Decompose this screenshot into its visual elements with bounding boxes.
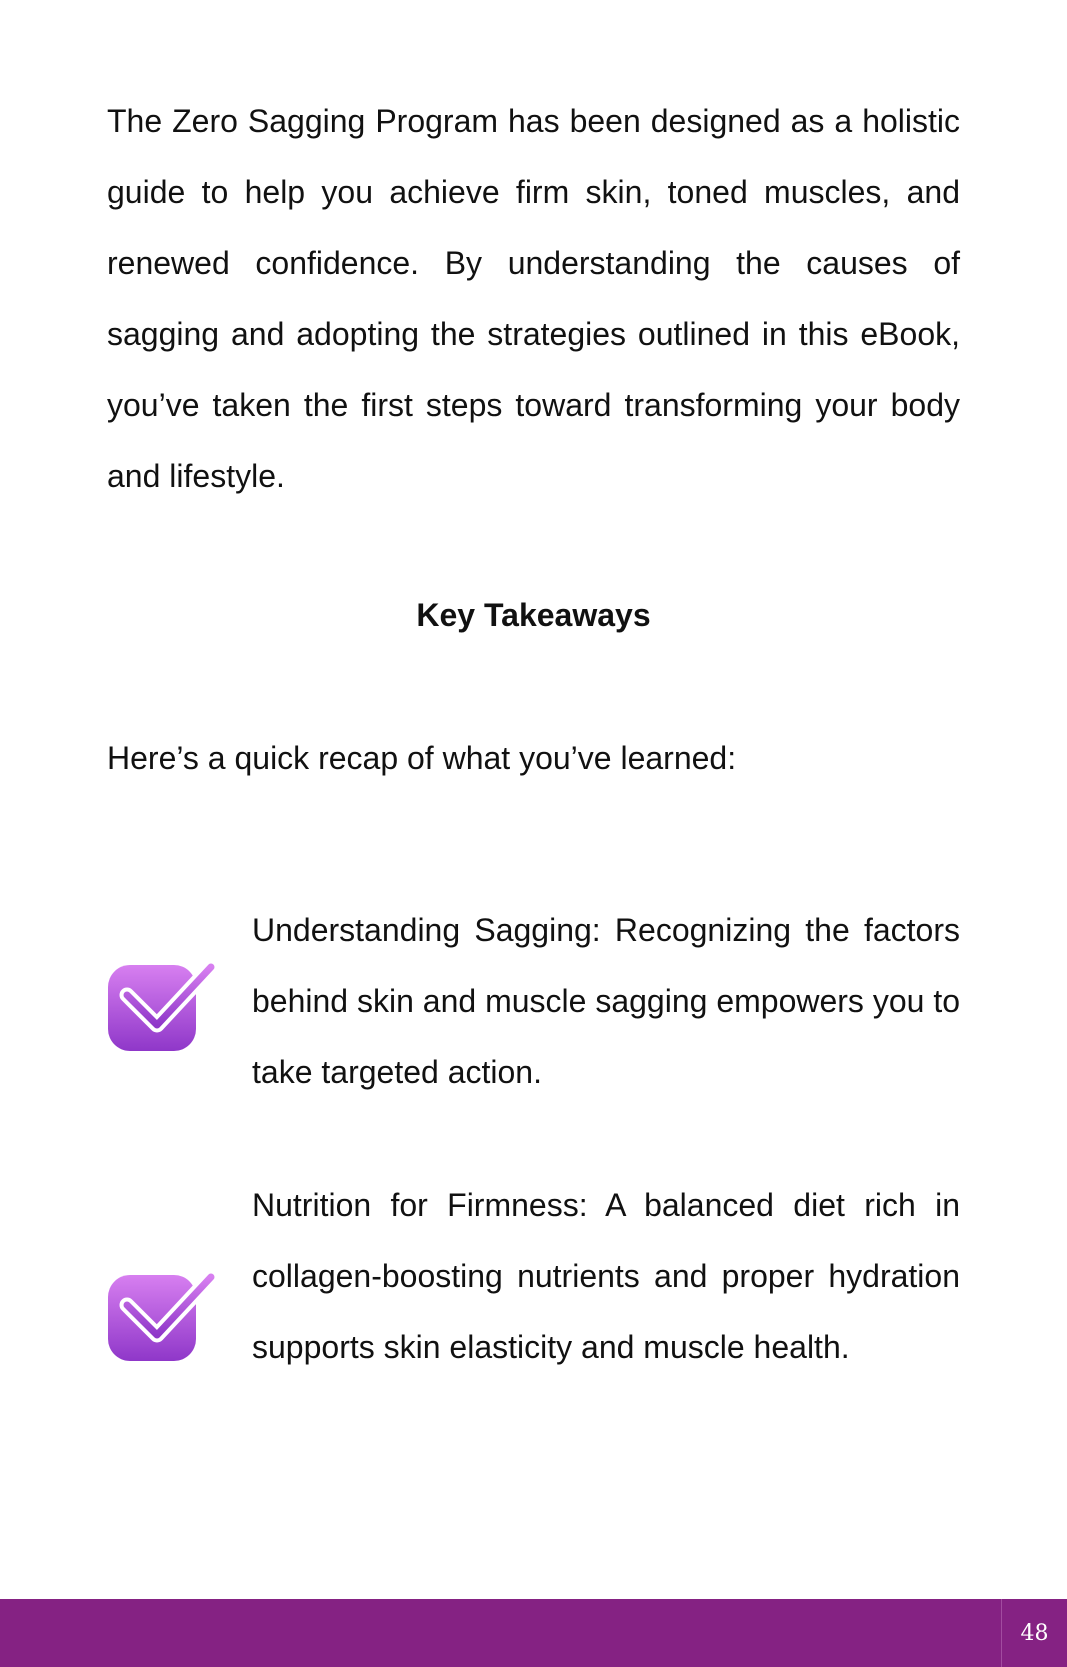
intro-paragraph: The Zero Sagging Program has been designed as a holistic guide to help you achieve firm skin, toned muscles, and renewed confidence. By understanding the causes of sagging and adopting the strategies outlined in this eBook, you’ve taken the first steps toward transforming your body and lifestyle.	[107, 103, 960, 494]
section-heading: Key Takeaways	[416, 597, 651, 633]
recap-intro: Here’s a quick recap of what you’ve learned:	[107, 740, 737, 776]
checkbox-check-icon	[107, 1269, 219, 1361]
page-number-box	[1001, 1599, 1067, 1667]
takeaway-text: Nutrition for Firmness: A balanced diet rich in collagen-boosting nutrients and proper hydration supports skin elasticity and muscle health.	[252, 1187, 960, 1365]
page-number: 48	[1020, 1620, 1049, 1646]
takeaway-text: Understanding Sagging: Recognizing the factors behind skin and muscle sagging empowers you to take targeted action.	[252, 912, 960, 1090]
checkbox-check-icon	[107, 959, 219, 1051]
page-footer	[0, 1599, 1067, 1667]
